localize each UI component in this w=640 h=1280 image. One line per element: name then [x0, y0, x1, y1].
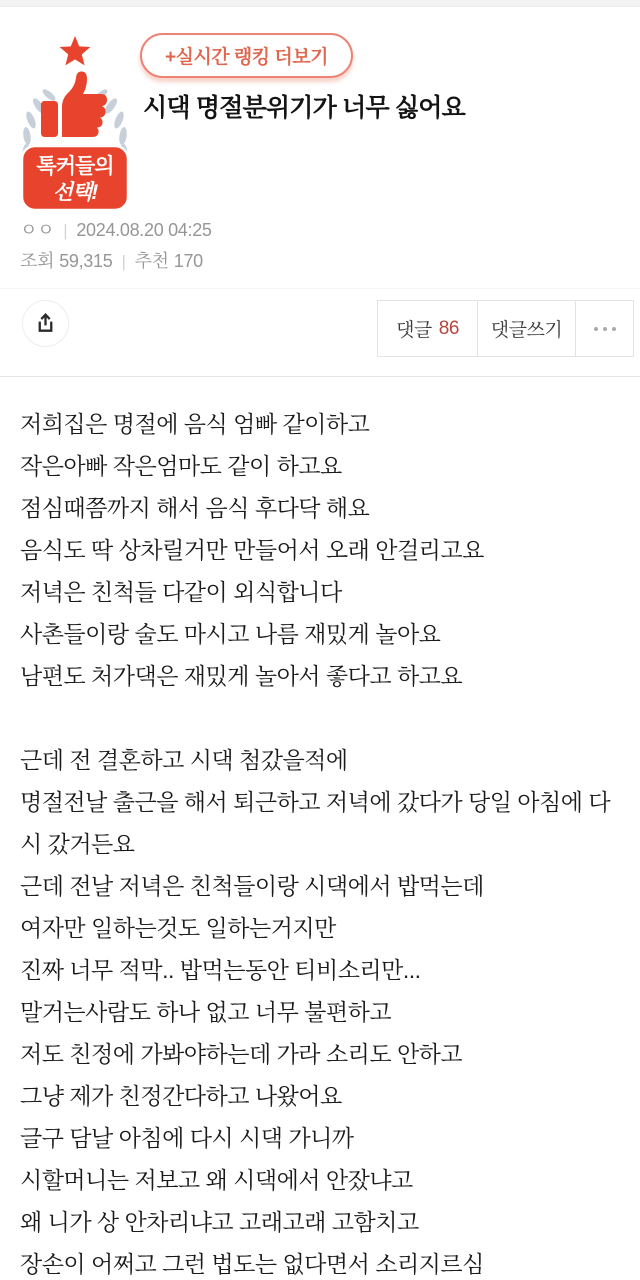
- meta-divider: [0, 288, 640, 289]
- views-count: 59,315: [59, 251, 113, 271]
- likes-label: 추천: [134, 251, 169, 271]
- body-line: 명절전날 출근을 해서 퇴근하고 저녁에 갔다가 당일 아침에 다시 갔거든요: [20, 789, 611, 857]
- body-line: 진짜 너무 적막.. 밥먹는동안 티비소리만...: [20, 957, 421, 983]
- body-line: 남편도 처가댁은 재밌게 놀아서 좋다고 하고요: [20, 663, 463, 689]
- more-options-button[interactable]: [575, 300, 634, 357]
- realtime-ranking-more-button[interactable]: +실시간 랭킹 더보기: [140, 33, 353, 78]
- action-button-group: [377, 300, 634, 357]
- author-name: ㅇㅇ: [20, 220, 55, 240]
- comments-button[interactable]: [377, 300, 478, 357]
- body-line: 말거는사람도 하나 없고 너무 불편하고: [20, 999, 392, 1025]
- content-divider: [0, 376, 640, 377]
- post-title: 시댁 명절분위기가 너무 싫어요: [143, 94, 465, 122]
- body-line: 여자만 일하는것도 일하는거지만: [20, 915, 336, 941]
- meta-separator: |: [63, 221, 68, 240]
- share-upload-icon: [34, 312, 57, 335]
- body-line: 저도 친정에 가봐야하는데 가라 소리도 안하고: [20, 1041, 463, 1067]
- thumbs-up-icon: [41, 72, 107, 138]
- views-label: 조회: [20, 251, 55, 271]
- post-body: [0, 403, 640, 1280]
- body-line: 저녁은 친척들 다같이 외식합니다: [20, 579, 342, 605]
- badge-label-line1: 톡커들의: [36, 155, 114, 178]
- badge-label-line2: 선택!: [52, 181, 98, 204]
- body-line: 사촌들이랑 술도 마시고 나름 재밌게 놀아요: [20, 621, 441, 647]
- likes-count: 170: [173, 251, 203, 271]
- meta-stats-row: [20, 246, 212, 277]
- badge-graphic: [14, 34, 136, 214]
- comments-count: 86: [438, 317, 459, 339]
- share-button[interactable]: [22, 300, 69, 347]
- write-comment-button[interactable]: 댓글쓰기: [477, 300, 576, 357]
- comments-label: 댓글: [396, 320, 432, 341]
- meta-separator: |: [121, 252, 126, 271]
- body-line: 점심때쯤까지 해서 음식 후다닥 해요: [20, 495, 370, 521]
- body-line: 왜 니가 상 안차리냐고 고래고래 고함치고: [20, 1209, 419, 1235]
- body-line: 시할머니는 저보고 왜 시댁에서 안잤냐고: [20, 1167, 413, 1193]
- top-divider-strip: [0, 0, 640, 7]
- body-line: [20, 697, 620, 739]
- post-meta: [20, 215, 212, 277]
- body-line: 근데 전날 저녁은 친척들이랑 시댁에서 밥먹는데: [20, 873, 484, 899]
- ellipsis-icon: [594, 327, 616, 331]
- body-line: 작은아빠 작은엄마도 같이 하고요: [20, 453, 342, 479]
- post-date: 2024.08.20 04:25: [76, 220, 212, 240]
- meta-author-row: [20, 215, 212, 246]
- body-line: 음식도 딱 상차릴거만 만들어서 오래 안걸리고요: [20, 537, 484, 563]
- body-line: 저희집은 명절에 음식 엄빠 같이하고: [20, 411, 370, 437]
- body-line: 근데 전 결혼하고 시댁 첨갔을적에: [20, 747, 348, 773]
- body-line: 그냥 제가 친정간다하고 나왔어요: [20, 1083, 342, 1109]
- talkers-choice-badge: [14, 34, 136, 214]
- body-line: 글구 담날 아침에 다시 시댁 가니까: [20, 1125, 354, 1151]
- body-line: 장손이 어쩌고 그런 법도는 없다면서 소리지르심: [20, 1251, 484, 1277]
- star-icon: [60, 36, 91, 65]
